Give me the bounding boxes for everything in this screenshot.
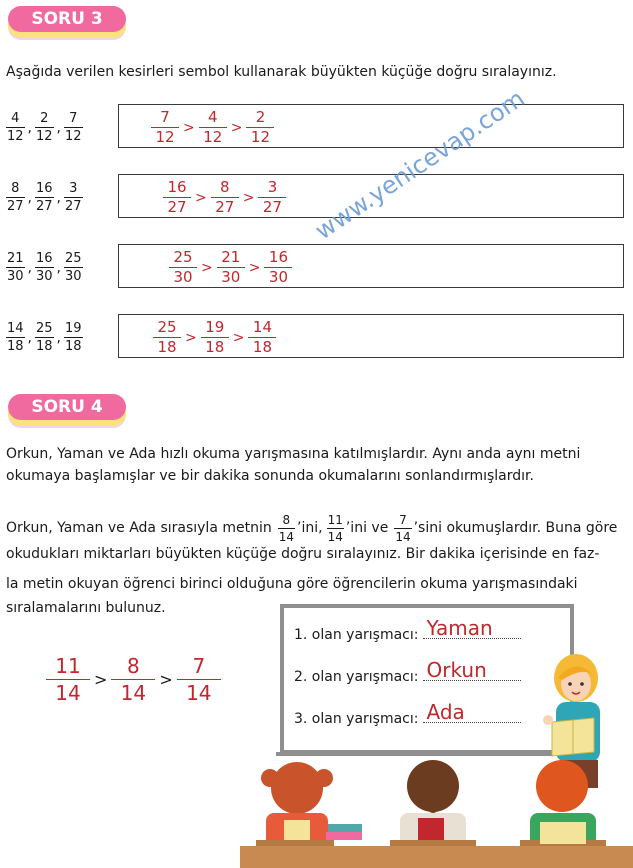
greater-than-sign: > — [201, 259, 213, 276]
question-fraction: $\frac{19}{18}$ — [65, 321, 82, 355]
second-place-name: Orkun — [426, 658, 487, 682]
board-line-2: 2. olan yarışmacı: Orkun — [294, 666, 521, 685]
answer-fraction: $\frac{16}{30}$ — [264, 250, 292, 285]
answer-fraction: $\frac{8}{27}$ — [211, 180, 239, 215]
answer-fraction: $\frac{14}{18}$ — [248, 320, 276, 355]
soru-4-para-1-line-1: Orkun, Yaman ve Ada hızlı okuma yarışmasına katılmışlardır. Aynı anda aynı metni — [6, 446, 581, 462]
fraction-ada: $\frac{7}{14}$ — [395, 513, 411, 545]
question-fraction: $\frac{16}{27}$ — [36, 181, 53, 215]
question-fraction: $\frac{7}{12}$ — [65, 111, 82, 145]
soru-3-badge: SORU 3 — [8, 6, 126, 32]
soru-4-para-2-line-1: Orkun, Yaman ve Ada sırasıyla metnin $\frac{8}{14}$ ’ini, $\frac{11}{14}$ ’ini ve $\frac{7}{14}$ ’sini okumuşlardır. Buna göre — [6, 513, 618, 545]
ordered-answer — [151, 110, 274, 145]
watermark: www.yenicevap.com — [310, 84, 530, 246]
fraction-orkun: $\frac{8}{14}$ — [278, 513, 295, 545]
board-line-3: 3. olan yarışmacı: Ada — [294, 708, 521, 727]
question-fraction: $\frac{21}{30}$ — [7, 251, 24, 285]
soru-4-para-1-line-2: okumaya başlamışlar ve bir dakika sonunda okumalarını sonlandırmışlardır. — [6, 468, 534, 484]
answer-fraction-1: $\frac{11}{14}$ — [46, 656, 90, 703]
comma-separator: , — [27, 259, 32, 276]
greater-than-sign: > — [230, 119, 243, 136]
question-fraction: $\frac{25}{30}$ — [65, 251, 82, 285]
question-fractions-1 — [6, 112, 83, 143]
greater-than-sign: > — [185, 329, 197, 346]
first-place-name: Yaman — [426, 616, 493, 640]
comma-separator: , — [56, 189, 61, 206]
comma-separator: , — [27, 119, 32, 136]
answer-fraction: $\frac{25}{30}$ — [169, 250, 197, 285]
third-place-name: Ada — [426, 700, 465, 724]
comma-separator: , — [56, 119, 61, 136]
question-fraction: $\frac{14}{18}$ — [7, 321, 24, 355]
greater-than-sign: > — [183, 119, 195, 136]
greater-than-sign: > — [195, 189, 207, 206]
ordered-answer — [153, 320, 276, 355]
answer-fraction: $\frac{4}{12}$ — [199, 110, 227, 145]
board-line-1: 1. olan yarışmacı: Yaman — [294, 624, 521, 643]
answer-box-3 — [118, 244, 624, 288]
fraction-yaman: $\frac{11}{14}$ — [327, 513, 343, 545]
question-fractions-3 — [6, 252, 83, 283]
soru-4-answer: $\frac{11}{14}$ > $\frac{8}{14}$ > $\frac{7}{14}$ — [46, 656, 221, 703]
answer-board — [280, 604, 574, 754]
answer-fraction: $\frac{7}{12}$ — [151, 110, 179, 145]
answer-fraction-2: $\frac{8}{14}$ — [111, 656, 155, 703]
answer-box-1 — [118, 104, 624, 148]
answer-fraction: $\frac{19}{18}$ — [201, 320, 229, 355]
question-fraction: $\frac{3}{27}$ — [65, 181, 82, 215]
question-fraction: $\frac{25}{18}$ — [36, 321, 53, 355]
question-fraction: $\frac{4}{12}$ — [7, 111, 24, 145]
greater-than-sign: > — [232, 329, 245, 346]
question-fraction: $\frac{16}{30}$ — [36, 251, 53, 285]
comma-separator: , — [27, 189, 32, 206]
answer-fraction: $\frac{21}{30}$ — [217, 250, 245, 285]
soru-4-badge: SORU 4 — [8, 394, 126, 420]
soru-4-para-2-line-2: okudukları miktarları büyükten küçüğe doğru sıralayınız. Bir dakika içerisinde en faz- — [6, 546, 600, 562]
question-fractions-4 — [6, 322, 83, 353]
greater-than-sign: > — [242, 189, 255, 206]
answer-fraction: $\frac{3}{27}$ — [258, 180, 286, 215]
comma-separator: , — [56, 259, 61, 276]
question-fraction: $\frac{8}{27}$ — [7, 181, 24, 215]
answer-fraction-3: $\frac{7}{14}$ — [177, 656, 221, 703]
answer-fraction: $\frac{2}{12}$ — [246, 110, 274, 145]
soru-3-instruction: Aşağıda verilen kesirleri sembol kullanarak büyükten küçüğe doğru sıralayınız. — [6, 64, 557, 80]
greater-than-sign: > — [248, 259, 261, 276]
comma-separator: , — [56, 329, 61, 346]
question-fraction: $\frac{2}{12}$ — [36, 111, 53, 145]
comma-separator: , — [27, 329, 32, 346]
answer-box-4 — [118, 314, 624, 358]
answer-fraction: $\frac{25}{18}$ — [153, 320, 181, 355]
question-fractions-2 — [6, 182, 83, 213]
answer-fraction: $\frac{16}{27}$ — [163, 180, 191, 215]
soru-4-para-2-line-3: la metin okuyan öğrenci birinci olduğuna göre öğrencilerin okuma yarışmasındaki — [6, 576, 578, 592]
students-illustration — [240, 758, 633, 868]
soru-4-para-2-line-4: sıralamalarını bulunuz. — [6, 600, 166, 616]
ordered-answer — [169, 250, 292, 285]
ordered-answer — [163, 180, 286, 215]
